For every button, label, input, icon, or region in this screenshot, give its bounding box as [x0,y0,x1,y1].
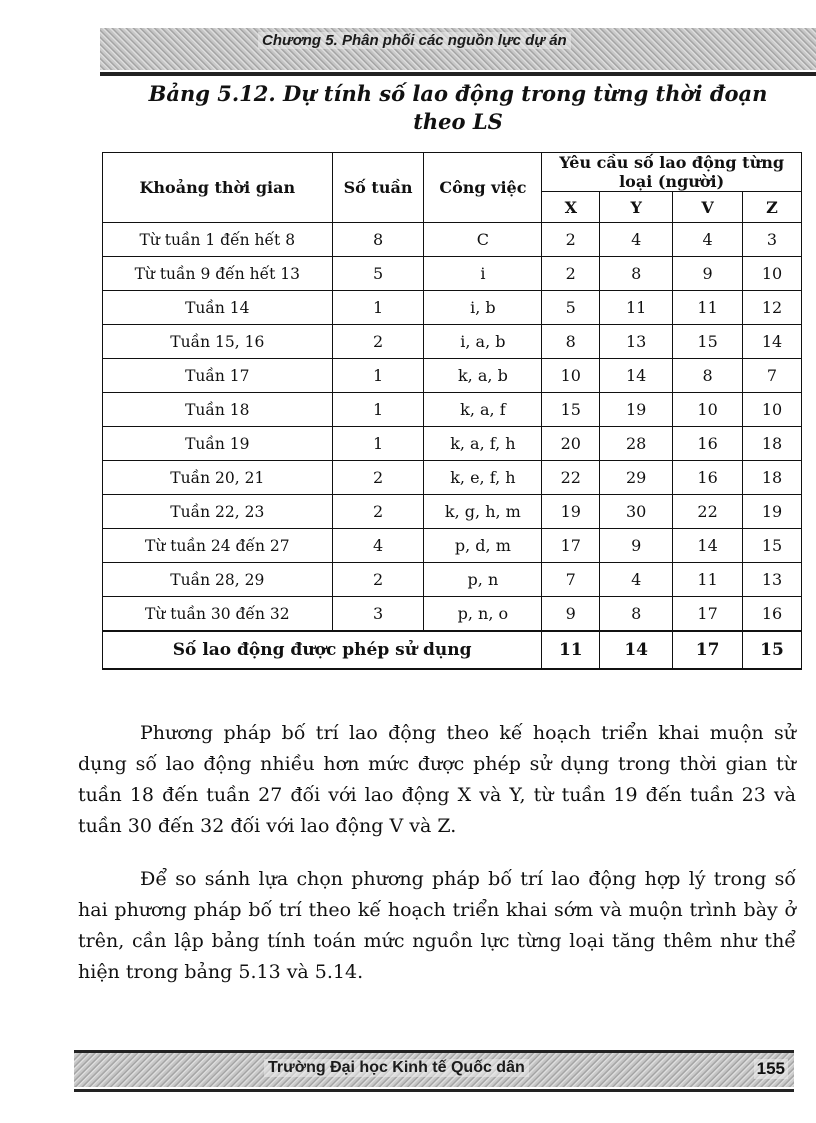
cell-period: Từ tuần 9 đến hết 13 [103,257,333,291]
header-weeks: Số tuần [332,153,424,223]
cell-period: Tuần 28, 29 [103,563,333,597]
cell-y: 8 [600,257,673,291]
cell-z: 3 [743,223,802,257]
cell-z: 12 [743,291,802,325]
cell-weeks: 2 [332,563,424,597]
cell-x: 2 [542,223,600,257]
cell-x: 7 [542,563,600,597]
cell-y: 30 [600,495,673,529]
cell-x: 10 [542,359,600,393]
header-period: Khoảng thời gian [103,153,333,223]
table-row [103,393,802,427]
chapter-header-text: Chương 5. Phân phối các nguồn lực dự án [258,32,571,49]
total-row [103,631,802,669]
cell-z: 10 [743,257,802,291]
labor-table [102,152,802,670]
table-row [103,223,802,257]
cell-z: 14 [743,325,802,359]
footer-rule-bottom [74,1089,794,1092]
paragraph-2-text: Để so sánh lựa chọn phương pháp bố trí lao động hợp lý trong số hai phương pháp bố trí theo kế hoạch triển khai sớm và muộn trình bày ở trên, cần lập bảng tính toán mức nguồn lực từng loại tăng thêm như thể hiện trong bảng 5.13 và 5.14. [78,868,796,983]
header-z: Z [743,192,802,223]
cell-x: 17 [542,529,600,563]
cell-y: 13 [600,325,673,359]
table-row [103,359,802,393]
cell-period: Tuần 22, 23 [103,495,333,529]
cell-weeks: 1 [332,359,424,393]
cell-period: Tuần 20, 21 [103,461,333,495]
cell-y: 29 [600,461,673,495]
cell-z: 16 [743,597,802,632]
total-x: 11 [542,631,600,669]
table-title-line-2: theo LS [413,109,503,134]
paragraph-1 [78,718,796,842]
footer-text: Trường Đại học Kinh tế Quốc dân [264,1059,529,1077]
page-number: 155 [754,1059,788,1079]
cell-period: Tuần 14 [103,291,333,325]
cell-y: 9 [600,529,673,563]
header-labor-group: Yêu cầu số lao động từng loại (người) [542,153,802,192]
table-row [103,597,802,632]
header-v: V [673,192,743,223]
cell-weeks: 4 [332,529,424,563]
cell-period: Từ tuần 1 đến hết 8 [103,223,333,257]
cell-period: Từ tuần 30 đến 32 [103,597,333,632]
table-row [103,325,802,359]
footer-band [74,1053,794,1087]
total-v: 17 [673,631,743,669]
header-y: Y [600,192,673,223]
cell-x: 2 [542,257,600,291]
total-y: 14 [600,631,673,669]
cell-weeks: 2 [332,495,424,529]
cell-weeks: 8 [332,223,424,257]
cell-z: 13 [743,563,802,597]
table-title-line-1: Bảng 5.12. Dự tính số lao động trong từng thời đoạn [148,81,768,106]
cell-v: 17 [673,597,743,632]
cell-v: 15 [673,325,743,359]
cell-weeks: 5 [332,257,424,291]
cell-tasks: k, a, f [424,393,542,427]
cell-x: 5 [542,291,600,325]
cell-x: 15 [542,393,600,427]
cell-tasks: i, a, b [424,325,542,359]
header-x: X [542,192,600,223]
cell-z: 18 [743,427,802,461]
header-rule [100,72,816,76]
cell-tasks: C [424,223,542,257]
cell-z: 7 [743,359,802,393]
cell-weeks: 1 [332,393,424,427]
cell-v: 9 [673,257,743,291]
cell-tasks: i [424,257,542,291]
paragraph-1-text: Phương pháp bố trí lao động theo kế hoạch triển khai muộn sử dụng số lao động nhiều hơn mức được phép sử dụng trong thời gian từ tuần 18 đến tuần 27 đối với lao động X và Y, từ tuần 19 đến tuần 23 và tuần 30 đến 32 đối với lao động V và Z. [78,722,796,837]
table-row [103,529,802,563]
cell-weeks: 2 [332,461,424,495]
cell-z: 15 [743,529,802,563]
cell-y: 28 [600,427,673,461]
cell-v: 10 [673,393,743,427]
cell-weeks: 1 [332,291,424,325]
cell-z: 19 [743,495,802,529]
cell-weeks: 3 [332,597,424,632]
cell-weeks: 1 [332,427,424,461]
cell-v: 16 [673,427,743,461]
cell-z: 10 [743,393,802,427]
cell-period: Tuần 17 [103,359,333,393]
total-label: Số lao động được phép sử dụng [103,631,542,669]
table-row [103,257,802,291]
table-body [103,223,802,632]
cell-tasks: k, a, b [424,359,542,393]
table-title [100,80,816,136]
cell-period: Từ tuần 24 đến 27 [103,529,333,563]
cell-x: 20 [542,427,600,461]
cell-period: Tuần 19 [103,427,333,461]
cell-tasks: p, n [424,563,542,597]
cell-tasks: i, b [424,291,542,325]
cell-v: 4 [673,223,743,257]
cell-period: Tuần 15, 16 [103,325,333,359]
cell-tasks: k, a, f, h [424,427,542,461]
cell-y: 4 [600,563,673,597]
table-row [103,563,802,597]
cell-z: 18 [743,461,802,495]
cell-x: 22 [542,461,600,495]
cell-weeks: 2 [332,325,424,359]
total-z: 15 [743,631,802,669]
table-row [103,461,802,495]
cell-y: 4 [600,223,673,257]
cell-v: 22 [673,495,743,529]
cell-y: 11 [600,291,673,325]
table-row [103,495,802,529]
cell-x: 8 [542,325,600,359]
cell-y: 14 [600,359,673,393]
cell-tasks: p, d, m [424,529,542,563]
header-tasks: Công việc [424,153,542,223]
cell-v: 16 [673,461,743,495]
cell-x: 19 [542,495,600,529]
table-row [103,291,802,325]
cell-x: 9 [542,597,600,632]
paragraph-2 [78,864,796,988]
table-row [103,427,802,461]
cell-tasks: p, n, o [424,597,542,632]
cell-y: 19 [600,393,673,427]
cell-v: 11 [673,563,743,597]
cell-v: 8 [673,359,743,393]
cell-tasks: k, e, f, h [424,461,542,495]
chapter-header-band [100,28,816,70]
cell-tasks: k, g, h, m [424,495,542,529]
cell-y: 8 [600,597,673,632]
cell-period: Tuần 18 [103,393,333,427]
cell-v: 14 [673,529,743,563]
cell-v: 11 [673,291,743,325]
